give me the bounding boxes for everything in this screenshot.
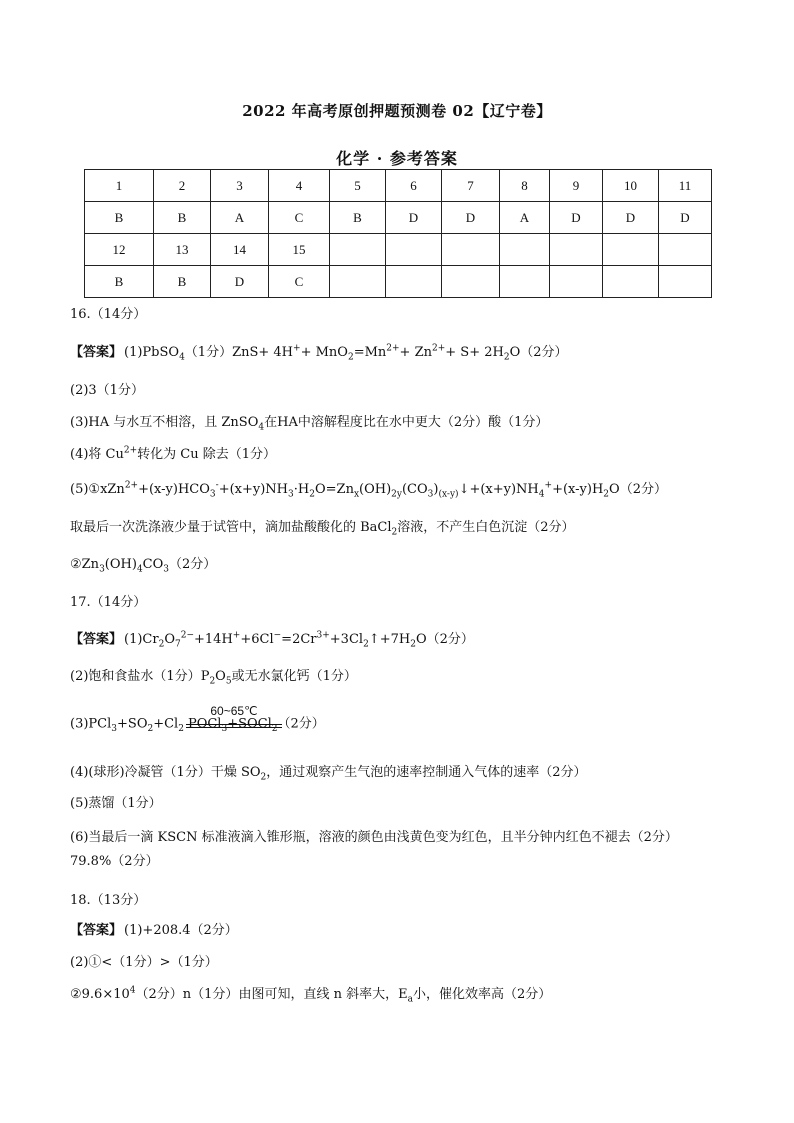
q17-part1: 【答案】 $(1)Cr_2O_7^{2-}+14H^++6Cl^-=2Cr^{3+}+3Cl_2↑+7H_2O(2$分） bbox=[70, 630, 474, 650]
question-number-row bbox=[85, 234, 712, 266]
question-number-cell: 15 bbox=[269, 234, 330, 266]
answer-cell: C bbox=[269, 202, 330, 234]
answer-cell bbox=[500, 266, 550, 298]
answer-cell bbox=[330, 266, 386, 298]
question-number-cell bbox=[442, 234, 500, 266]
answer-cell bbox=[386, 266, 442, 298]
q17-heading: 17.（14分） bbox=[70, 595, 147, 610]
answer-cell bbox=[442, 266, 500, 298]
q16-part5-wash-test: 取最后一次洗涤液少量于试管中，滴加盐酸酸化的 BaCl$_2$溶液，不产生白色沉淀（2分） bbox=[70, 520, 575, 538]
answer-cell: D bbox=[386, 202, 442, 234]
q18-heading: 18.（13分） bbox=[70, 893, 147, 908]
question-number-cell: 10 bbox=[603, 170, 659, 202]
question-number-cell: 5 bbox=[330, 170, 386, 202]
answer-label: 【答案】 bbox=[70, 345, 123, 360]
q18-part1: 【答案】 (1)+208.4（2分） bbox=[70, 923, 238, 938]
answer-cell: D bbox=[442, 202, 500, 234]
answer-cell: B bbox=[85, 266, 154, 298]
q17-part4: (4)(球形)冷凝管（1分）干燥 $SO_2$，通过观察产生气泡的速率控制通入气体的速率（2分） bbox=[70, 765, 587, 783]
answer-cell: D bbox=[659, 202, 712, 234]
question-number-cell: 9 bbox=[550, 170, 603, 202]
question-number-cell: 6 bbox=[386, 170, 442, 202]
q16-part5-formula: $②Zn_3(OH)_4CO_3(2$分） bbox=[70, 557, 217, 575]
q17-part2: (2)饱和食盐水（1分）$P_2O_5$或无水氯化钙（1分） bbox=[70, 669, 357, 687]
q16-part4: (4)将 $Cu^{2+}$转化为 Cu 除去（1分） bbox=[70, 445, 277, 462]
question-number-cell: 13 bbox=[154, 234, 211, 266]
answer-cell: A bbox=[211, 202, 269, 234]
answer-row bbox=[85, 202, 712, 234]
answer-cell: B bbox=[154, 202, 211, 234]
q16-part2: (2)3（1分） bbox=[70, 383, 144, 398]
question-number-cell bbox=[659, 234, 712, 266]
question-number-cell: 14 bbox=[211, 234, 269, 266]
question-number-row bbox=[85, 170, 712, 202]
answer-cell: D bbox=[603, 202, 659, 234]
question-number-cell: 7 bbox=[442, 170, 500, 202]
question-number-cell: 3 bbox=[211, 170, 269, 202]
answer-cell: D bbox=[211, 266, 269, 298]
answer-cell bbox=[550, 266, 603, 298]
answer-label: 【答案】 bbox=[70, 632, 123, 647]
q18-part2: (2)①<（1分）>（1分） bbox=[70, 955, 218, 970]
q16-part3: (3)HA 与水互不相溶，且 ZnSO$_4$在HA中溶解程度比在水中更大（2分）酸（1分） bbox=[70, 415, 549, 433]
question-number-cell: 2 bbox=[154, 170, 211, 202]
q16-heading: 16.（14分） bbox=[70, 307, 147, 322]
answer-cell: C bbox=[269, 266, 330, 298]
question-number-cell bbox=[500, 234, 550, 266]
answer-cell bbox=[603, 266, 659, 298]
answer-cell: D bbox=[550, 202, 603, 234]
question-number-cell: 11 bbox=[659, 170, 712, 202]
question-number-cell bbox=[603, 234, 659, 266]
page-subtitle: 化学 · 参考答案 bbox=[336, 149, 458, 168]
q16-part1: 【答案】 (1)PbSO$_4$（1分）$ZnS+ 4H^++ MnO_2=Mn^{2+}+ Zn^{2+}+ S+ 2H_2O(2$分） bbox=[70, 343, 568, 363]
q16-part5-equation: $(5)①xZn^{2+}+(x-y)HCO_3^-+(x+y)NH_3\cdot H_2O=Zn_x(OH)_{2y}(CO_3)_{(x-y)}↓+(x+y)NH_4^++(x-y)H_2O(2$分） bbox=[70, 480, 667, 500]
q17-part3: $(3)PCl_3+SO_2+Cl_2$ 60~65℃ POCl$_3$+SOCl$_2$（2分） bbox=[70, 704, 325, 735]
reaction-condition: 60~65℃ bbox=[210, 704, 258, 718]
question-number-cell: 4 bbox=[269, 170, 330, 202]
question-number-cell bbox=[330, 234, 386, 266]
answer-cell: B bbox=[330, 202, 386, 234]
question-number-cell: 12 bbox=[85, 234, 154, 266]
q17-part6: (6)当最后一滴 KSCN 标准液滴入锥形瓶，溶液的颜色由浅黄色变为红色，且半分钟内红色不褪去（2分）79.8%（2分） bbox=[70, 830, 678, 869]
answer-label: 【答案】 bbox=[70, 923, 123, 938]
answer-row bbox=[85, 266, 712, 298]
q18-part2-sub2: $②9.6\times 10^4(2$分）n（1分）由图可知，直线 n 斜率大，$E_a$小，催化效率高（2分） bbox=[70, 985, 552, 1005]
answer-cell bbox=[659, 266, 712, 298]
answer-table bbox=[84, 169, 712, 298]
answer-cell: B bbox=[154, 266, 211, 298]
answer-cell: B bbox=[85, 202, 154, 234]
answer-cell: A bbox=[500, 202, 550, 234]
question-number-cell bbox=[386, 234, 442, 266]
q17-part5: (5)蒸馏（1分） bbox=[70, 796, 162, 811]
question-number-cell: 1 bbox=[85, 170, 154, 202]
question-number-cell bbox=[550, 234, 603, 266]
answer-table-body bbox=[85, 170, 712, 298]
question-number-cell: 8 bbox=[500, 170, 550, 202]
page-title: 2022 年高考原创押题预测卷 02【辽宁卷】 bbox=[242, 102, 552, 120]
